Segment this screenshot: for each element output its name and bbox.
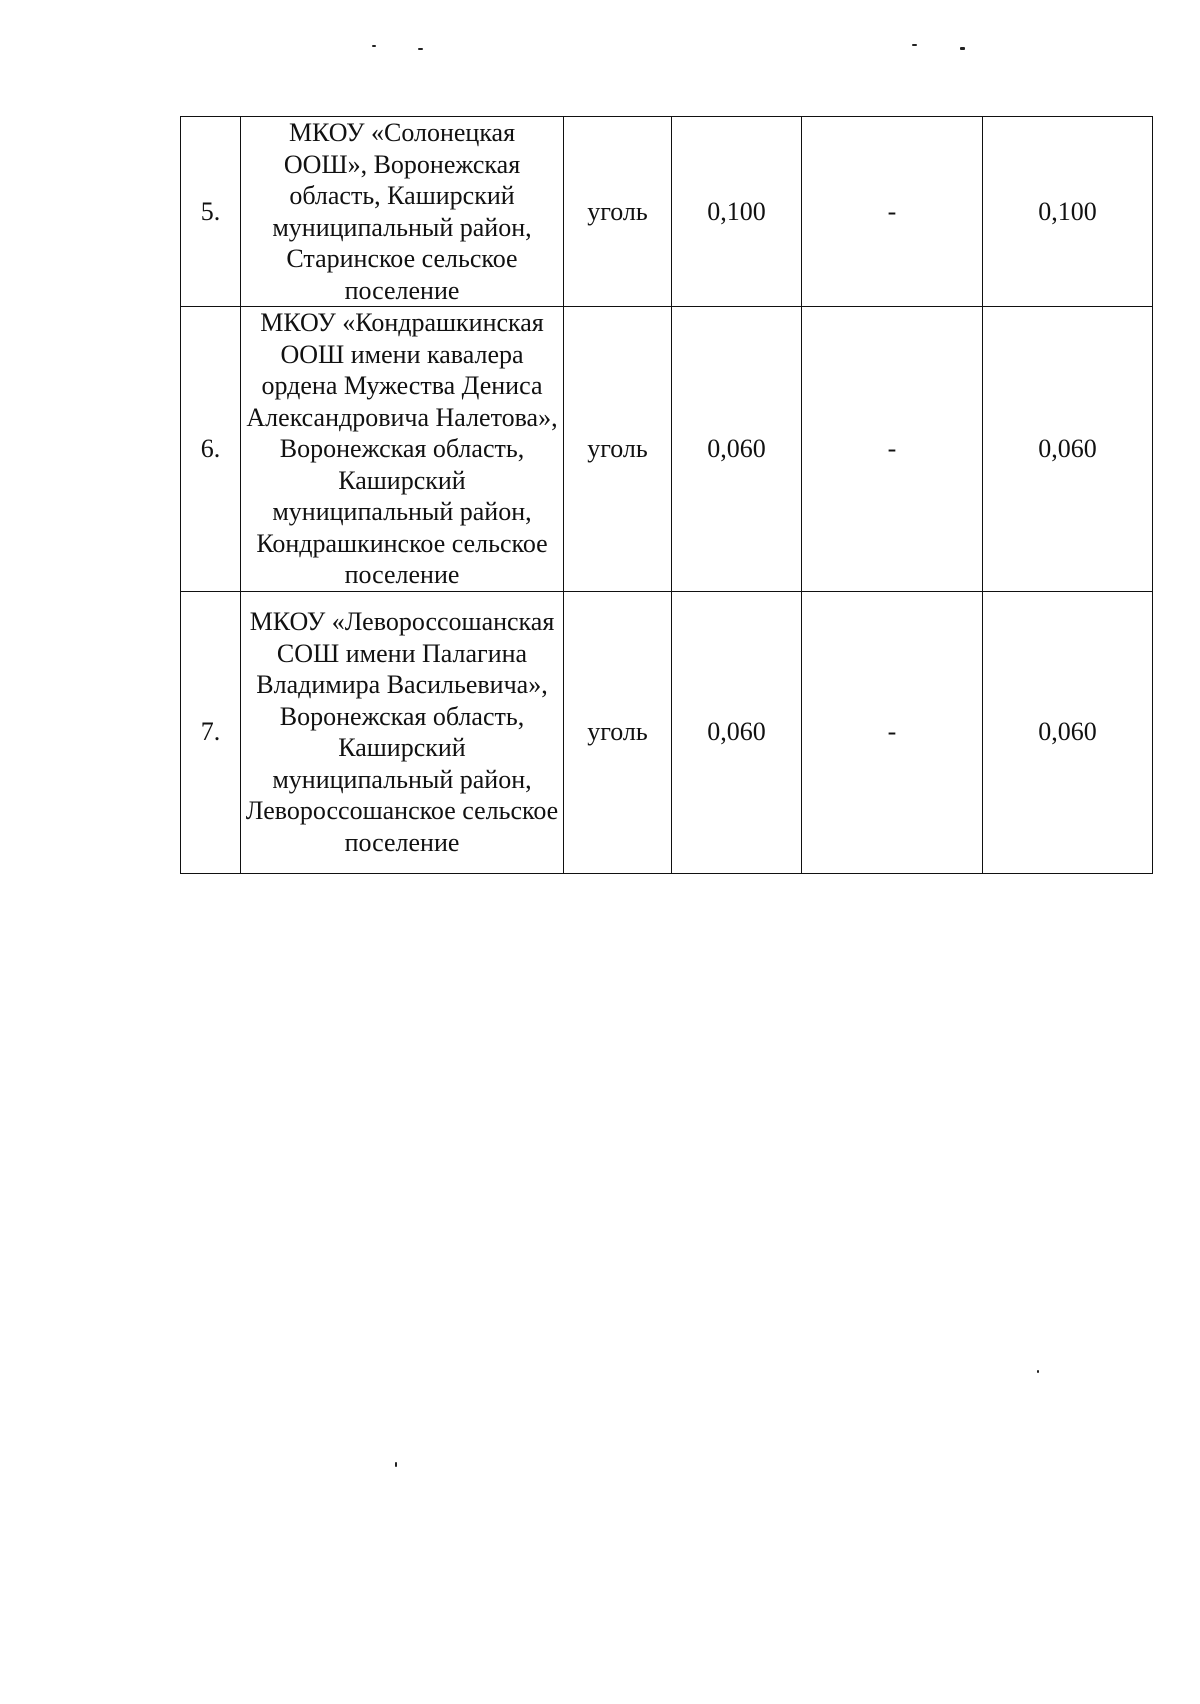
value-cell-1: 0,060 xyxy=(672,307,802,592)
table-row xyxy=(181,591,1153,873)
value-cell-3: 0,060 xyxy=(983,307,1153,592)
value-cell-1: 0,060 xyxy=(672,591,802,873)
fuel-type-cell: уголь xyxy=(564,117,672,307)
fuel-type-cell: уголь xyxy=(564,307,672,592)
scan-mark xyxy=(960,47,965,50)
data-table xyxy=(180,116,1153,874)
value-cell-2: - xyxy=(802,591,983,873)
value-cell-2: - xyxy=(802,117,983,307)
scan-mark xyxy=(418,48,423,50)
row-number: 7. xyxy=(181,591,241,873)
organization-cell: МКОУ «Левороссошанская СОШ имени Палагина Владимира Васильевича», Воронежская область, Каширский муниципальный район, Левороссошанское сельское поселение xyxy=(241,591,564,873)
table-row xyxy=(181,307,1153,592)
value-cell-3: 0,100 xyxy=(983,117,1153,307)
table-row xyxy=(181,117,1153,307)
value-cell-3: 0,060 xyxy=(983,591,1153,873)
value-cell-1: 0,100 xyxy=(672,117,802,307)
scan-mark xyxy=(1037,1370,1039,1373)
fuel-type-cell: уголь xyxy=(564,591,672,873)
row-number: 6. xyxy=(181,307,241,592)
row-number: 5. xyxy=(181,117,241,307)
value-cell-2: - xyxy=(802,307,983,592)
scan-mark xyxy=(912,44,917,46)
scan-mark xyxy=(395,1462,397,1467)
organization-cell: МКОУ «Солонецкая ООШ», Воронежская область, Каширский муниципальный район, Старинское сельское поселение xyxy=(241,117,564,307)
organization-cell: МКОУ «Кондрашкинская ООШ имени кавалера ордена Мужества Дениса Александровича Налетова», Воронежская область, Каширский муниципальный район, Кондрашкинское сельское поселение xyxy=(241,307,564,592)
scan-mark xyxy=(372,45,376,47)
